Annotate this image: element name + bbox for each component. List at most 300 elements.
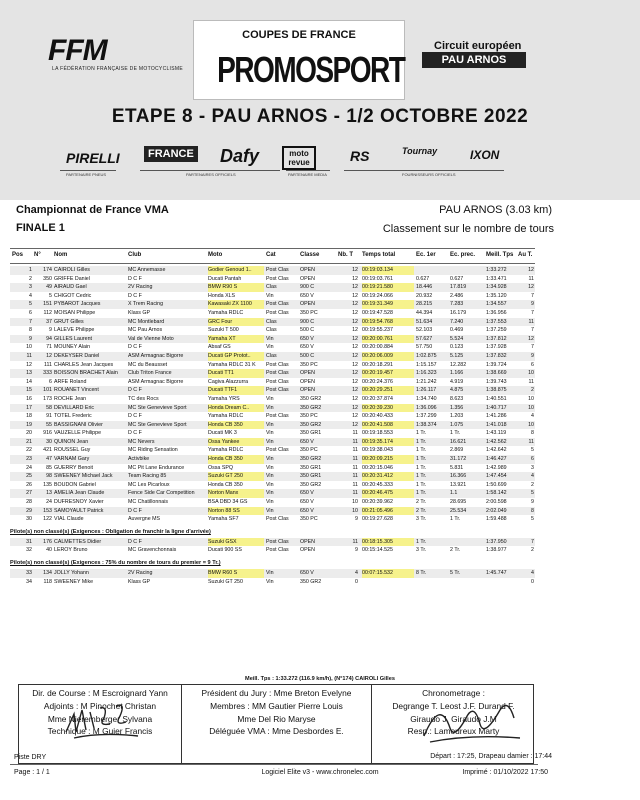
cell-class: OPEN [300,275,316,282]
cell-total-time: 00:19:54.768 [362,318,414,327]
cell-club: Club Triton France [128,370,172,377]
cell-best-lap-number: 8 [531,507,534,514]
cell-laps: 11 [352,456,358,463]
cell-bike: BMW R90 S [208,283,264,292]
cell-number: 111 [43,361,52,368]
cell-class: 650 V [300,344,314,351]
cell-laps: 12 [352,344,358,351]
cell-gap-first: 1 Tr. [416,473,427,480]
cell-laps: 0 [355,578,358,585]
table-row [10,309,535,318]
cell-club: TC des Rocs [128,395,159,402]
cell-number: 122 [43,516,52,523]
cell-gap-prev: 0.627 [450,275,464,282]
cell-best-lap: 1:43.119 [486,430,507,437]
cell-bike: Yamaha RDLC [208,309,244,316]
cell-club: MC Ste Genevieve Sport [128,404,187,411]
cell-club: Auvergne MS [128,516,161,523]
cell-gap-first: 52.103 [416,327,433,334]
cell-club: MC Gravenchonnais [128,547,177,554]
cell-club: MC Chatillonnais [128,499,169,506]
cell-best-lap: 1:33.471 [486,275,507,282]
cell-name: GRIFFE Daniel [54,275,90,282]
cell-pos: 4 [29,292,32,299]
cell-club: Klass GP [128,309,151,316]
cell-gap-first: 1 Tr. [416,490,427,497]
cell-name: LEROY Bruno [54,547,88,554]
cell-number: 134 [43,570,52,576]
cell-name: GILLES Laurent [54,335,92,342]
cell-gap-first: 44.394 [416,309,433,316]
cell-pos: 31 [26,538,32,545]
cell-cat: Vin [266,395,274,402]
cell-gap-first: 1 Tr. [416,481,427,488]
cell-number: 174 [43,267,52,273]
results-table [10,266,535,586]
cell-best-lap: 1:34.928 [486,284,507,291]
cell-best-lap-number: 11 [528,438,534,445]
cell-club: MC Annemasse [128,267,166,273]
cell-best-lap-number: 11 [528,275,534,282]
cell-class: 650 V [300,570,314,576]
official-line: Adjoints : M Pinochet Christan [43,700,157,711]
cell-best-lap: 1:42.562 [486,438,507,445]
sponsor-divider [60,170,116,171]
cell-pos: 8 [29,327,32,334]
cell-cat: Post Clas [266,275,289,282]
cell-bike: Ducati Pantah [208,275,242,282]
cell-gap-first: 1 Tr. [416,447,427,454]
official-line: Déléguée VMA : Mme Desbordes E. [209,726,344,737]
cell-pos: 22 [26,447,32,454]
cell-club: Klass GP [128,578,151,585]
cell-club: Val de Vienne Moto [128,335,174,342]
non-classified-label: Pilote(s) non classé(s) (Exigences : Obligation de franchir la ligne d'arrivée) [10,528,211,535]
cell-pos: 24 [26,464,32,471]
cell-name: CALMETTES Didier [54,538,102,545]
cell-cat: Clas [266,318,277,325]
cell-laps: 12 [352,301,358,308]
cell-laps: 9 [355,547,358,554]
cell-laps: 11 [352,447,358,454]
official-line: Mme Nieremberger Sylvana [47,713,153,724]
cell-bike: Honda CB 350 [208,421,264,430]
col-cat: Cat [266,252,276,258]
cell-club: Fence Side Car Competition [128,490,195,497]
cell-best-lap-number: 12 [528,335,534,342]
cell-cat: Post Clas [266,361,289,368]
cell-gap-prev: 2.869 [450,447,464,454]
cell-bike: Ducati GP Protot.. [208,352,264,361]
cell-name: AMELIA Jean Claude [54,490,105,497]
cell-bike: Ducati TT1 [208,369,264,378]
cell-pos: 6 [29,309,32,316]
cell-pos: 26 [26,481,32,488]
col-laps: Nb. T [338,252,353,258]
cell-club: MC Montlebard [128,318,165,325]
cell-best-lap-number: 4 [531,570,534,576]
cell-laps: 12 [352,284,358,291]
cell-class: 350 GR2 [300,481,322,488]
cell-cat: Post Clas [266,378,289,385]
sponsor-label-suppliers: FOURNISSEURS OFFICIELS [402,172,456,177]
cell-number: 58 [46,404,52,411]
classification-type: Classement sur le nombre de tours [382,223,554,235]
cell-gap-prev: 12.282 [450,361,467,368]
circuit-logo-top: Circuit européen [434,40,522,52]
cell-name: VIAL Claude [54,516,84,523]
table-row [10,507,535,516]
table-row [10,538,535,547]
results-column-headers [10,249,535,263]
cell-number: 37 [46,318,52,325]
cell-gap-first: 1:16.323 [416,370,437,377]
cell-number: 350 [43,275,52,282]
cell-best-lap-number: 9 [531,499,534,506]
table-row [10,446,535,455]
cell-gap-prev: 1.1 [450,490,458,497]
cell-best-lap: 1:50.699 [486,481,507,488]
cell-club: MC Riding Sensation [128,447,178,454]
cell-pos: 17 [26,404,32,411]
cell-club: D C F [128,387,142,394]
cell-pos: 30 [26,516,32,523]
cell-best-lap-number: 2 [531,387,534,394]
cell-cat: Post Clas [266,516,289,523]
table-row [10,378,535,387]
cell-gap-first: 1:15.157 [416,361,437,368]
table-row [10,395,535,404]
cell-laps: 11 [352,481,358,488]
cell-total-time: 00:15:14.525 [362,547,393,554]
cell-name: CHIGOT Cedric [54,292,92,299]
cell-total-time: 00:19:03.134 [362,266,414,275]
cell-laps: 12 [352,318,358,325]
cell-class: 900 C [300,284,315,291]
cell-best-lap-number: 7 [531,538,534,545]
cell-bike: Honda XLS [208,292,236,299]
cell-total-time: 00:19:55.237 [362,327,393,334]
cell-class: 650 V [300,507,314,514]
cell-club: D C F [128,292,142,299]
cell-club: MC du Beausset [128,361,168,368]
cell-number: 112 [43,309,52,316]
cell-bike: Suzuki GT 250 [208,472,264,481]
cell-gap-prev: 4.919 [450,378,464,385]
cell-total-time: 00:20:09.215 [362,455,414,464]
cell-class: 350 GR2 [300,578,322,585]
cell-club: 2V Racing [128,570,153,576]
cell-bike: Cagiva Alazzurra [208,378,249,385]
cell-total-time: 00:20:06.009 [362,352,414,361]
cell-class: OPEN [300,267,316,273]
cell-club: MC Pau Arnos [128,327,163,334]
cell-laps: 12 [352,421,358,428]
cell-name: ROCHE Jean [54,395,87,402]
cell-class: OPEN [300,301,316,308]
cell-class: 500 C [300,352,315,359]
cell-total-time: 00:21:05.496 [362,507,414,516]
cell-total-time: 00:19:47.528 [362,309,393,316]
col-club: Club [128,252,142,258]
cell-total-time: 00:20:19.457 [362,369,414,378]
official-line: Degrange T. Leost J.F. Durand F. [392,700,515,711]
cell-cat: Post Clas [266,538,289,545]
cell-pos: 13 [26,370,32,377]
cell-name: BOUDON Gabriel [54,481,96,488]
cell-gap-prev: 28.695 [450,499,467,506]
cell-gap-first: 8 Tr. [416,570,427,576]
cell-bike: Yamaha RDLC [208,413,244,420]
cell-number: 5 [49,292,52,299]
cell-bike: Ducati MK 3 [208,430,237,437]
cell-bike: Suzuki T 500 [208,327,239,334]
cell-best-lap-number: 11 [528,378,534,385]
cell-name: DEKEYSER Daniel [54,352,100,359]
cell-best-lap-number: 7 [531,309,534,316]
cell-cat: Vin [266,473,274,480]
cell-bike: BSA DBD 34 GS [208,499,248,506]
cell-class: OPEN [300,538,316,545]
table-row [10,498,535,507]
cell-best-lap: 1:33.272 [486,267,507,273]
cell-gap-prev: 5.524 [450,335,464,342]
cell-club: D C F [128,344,142,351]
cell-class: 350 PC [300,309,318,316]
cell-class: 350 GR2 [300,395,322,402]
cell-best-lap: 1:41.018 [486,421,507,428]
cell-number: 118 [43,578,52,585]
cell-cat: Vin [266,292,274,299]
cell-total-time: 00:20:00.761 [362,335,414,344]
cell-gap-first: 20.932 [416,292,433,299]
cell-bike: Yamaha SF7 [208,516,239,523]
cell-laps: 11 [352,464,358,471]
cell-total-time: 00:19:31.349 [362,300,414,309]
cell-gap-first: 2 Tr. [416,499,427,506]
cell-cat: Vin [266,570,274,576]
cell-cat: Post Clas [266,447,289,454]
sponsor-strip [60,142,580,182]
cell-gap-prev: 25.534 [450,507,467,514]
cell-best-lap: 1:39.724 [486,361,507,368]
cell-name: VARNAM Gary [54,456,90,463]
cell-club: MC Ste Genevieve Sport [128,421,187,428]
cell-laps: 12 [352,395,358,402]
cell-cat: Vin [266,456,274,463]
cell-name: QUINON Jean [54,438,89,445]
cell-cat: Vin [266,464,274,471]
banner-subtitle: COUPES DE FRANCE [242,29,356,41]
sponsor-moto-revue: moto revue [282,146,316,170]
cell-name: CAIROLI Gilles [54,267,90,273]
cell-bike: Suzuki GSX [208,538,264,547]
cell-best-lap: 1:38.669 [486,370,507,377]
cell-pos: 23 [26,456,32,463]
cell-class: 650 V [300,490,314,497]
cell-gap-prev: 1.356 [450,404,464,411]
cell-gap-prev: 0.123 [450,344,464,351]
cell-number: 173 [43,395,52,402]
cell-laps: 12 [352,378,358,385]
cell-best-lap-number: 9 [531,352,534,359]
cell-best-lap: 1:40.717 [486,404,507,411]
cell-name: GUERRY Benoit [54,464,93,471]
cell-name: DUFRESNOY Xavier [54,499,104,506]
cell-class: 650 V [300,499,314,506]
session-title: FINALE 1 [16,222,65,234]
cell-bike: Ducati TTF1 [208,386,264,395]
cell-club: X Trem Racing [128,301,164,308]
cell-number: 30 [46,438,52,445]
cell-number: 40 [46,547,52,554]
start-times: Départ : 17:25, Drapeau damier : 17:44 [430,753,552,760]
cell-total-time: 00:20:46.475 [362,489,414,498]
cell-best-lap-number: 5 [531,516,534,523]
cell-pos: 7 [29,318,32,325]
cell-best-lap: 1:58.142 [486,490,507,497]
cell-best-lap-number: 12 [528,267,534,273]
cell-laps: 12 [352,413,358,420]
cell-number: 47 [46,456,52,463]
cell-gap-prev: 7.283 [450,301,464,308]
cell-best-lap: 2:02.049 [486,507,507,514]
cell-laps: 12 [352,404,358,411]
cell-total-time: 00:20:39.230 [362,404,414,413]
cell-gap-first: 1:37.299 [416,413,437,420]
cell-best-lap: 1:37.259 [486,327,507,334]
cell-gap-first: 1:34.740 [416,395,437,402]
cell-cat: Clas [266,284,277,291]
cell-total-time: 00:19:18.553 [362,430,393,437]
cell-best-lap-number: 10 [528,395,534,402]
cell-best-lap: 1:42.989 [486,464,507,471]
cell-club: D C F [128,275,142,282]
cell-bike: Suzuki GT 250 [208,578,243,585]
cell-gap-prev: 7.240 [450,318,464,325]
sponsor-divider [140,170,280,171]
cell-name: BOISSON BRACHET Alain [54,370,118,377]
cell-gap-first: 0.627 [416,275,430,282]
cell-pos: 5 [29,301,32,308]
cell-gap-prev: 5.831 [450,464,464,471]
cell-class: 650 V [300,335,314,342]
cell-best-lap-number: 9 [531,301,534,308]
cell-number: 9 [49,327,52,334]
table-row [10,438,535,447]
cell-best-lap-number: 0 [531,578,534,585]
cell-club: MC Les Picarloux [128,481,170,488]
cell-gap-prev: 2.486 [450,292,464,299]
col-name: Nom [54,252,68,258]
cell-pos: 9 [29,335,32,342]
cell-bike: Norton Manx [208,489,264,498]
cell-cat: Vin [266,499,274,506]
cell-pos: 11 [26,352,32,359]
cell-number: 101 [43,387,52,394]
cell-gap-first: 1:26.117 [416,387,437,394]
cell-laps: 12 [352,275,358,282]
promosport-banner [193,20,405,100]
cell-cat: Post Clas [266,413,289,420]
cell-total-time: 00:20:31.412 [362,472,414,481]
cell-club: Team Racing 85 [128,473,167,480]
print-date: Imprimé : 01/10/2022 17:50 [462,769,548,776]
cell-name: BASSIGNANI Olivier [54,421,103,428]
sponsor-divider [344,170,504,171]
cell-bike: Yamaha RDLC [208,447,244,454]
championship-title: Championnat de France VMA [16,204,169,216]
cell-bike: Ossa Yankee [208,438,264,447]
cell-gap-first: 2 Tr. [416,507,427,514]
cell-laps: 11 [352,430,358,437]
cell-best-lap-number: 5 [531,490,534,497]
cell-name: PYBAROT Jacques [54,301,101,308]
cell-best-lap-number: 4 [531,413,534,420]
cell-name: LALEVE Philippe [54,327,95,334]
cell-total-time: 00:20:15.046 [362,464,393,471]
cell-laps: 11 [352,438,358,445]
cell-best-lap: 1:59.488 [486,516,507,523]
cell-best-lap: 1:40.551 [486,395,507,402]
cell-club: ASM Armagnac Bigorre [128,352,184,359]
cell-best-lap-number: 10 [528,370,534,377]
cell-cat: Vin [266,490,274,497]
table-row [10,472,535,481]
col-best-lap-number: Au T. [518,252,533,258]
cell-number: 916 [43,430,52,437]
cell-number: 153 [43,507,52,514]
table-row [10,283,535,292]
table-row [10,455,535,464]
race-director-signature [60,692,150,746]
table-row [10,343,535,352]
cell-best-lap: 1:36.956 [486,309,507,316]
cell-gap-first: 1:36.096 [416,404,437,411]
table-row [10,412,535,421]
cell-gap-prev: 1.203 [450,413,464,420]
cell-pos: 27 [26,490,32,497]
cell-pos: 28 [26,499,32,506]
cell-best-lap: 1:47.454 [486,473,507,480]
cell-class: 650 V [300,438,314,445]
cell-bike: Kawasaki ZX 1100 [208,300,264,309]
col-bike: Moto [208,252,223,258]
cell-name: VAUZELLE Philippe [54,430,102,437]
cell-pos: 3 [29,284,32,291]
cell-class: OPEN [300,387,316,394]
table-row [10,404,535,413]
col-gap-prev: Ec. prec. [450,252,476,258]
cell-total-time: 00:19:38.043 [362,447,393,454]
cell-club: Activbike [128,456,150,463]
cell-name: SWEENEY Michael Jack [54,473,113,480]
cell-class: 350 PC [300,516,318,523]
cell-number: 91 [46,413,52,420]
cell-laps: 12 [352,370,358,377]
table-row [10,578,535,587]
cell-cat: Vin [266,578,274,585]
cell-cat: Post Clas [266,309,289,316]
cell-class: 350 PC [300,447,318,454]
cell-cat: Vin [266,507,274,514]
table-row [10,464,535,473]
cell-best-lap-number: 7 [531,327,534,334]
ffm-tagline: LA FÉDÉRATION FRANÇAISE DE MOTOCYCLISME [52,66,183,72]
cell-pos: 18 [26,413,32,420]
cell-laps: 11 [352,473,358,480]
cell-best-lap: 1:38.875 [486,387,507,394]
